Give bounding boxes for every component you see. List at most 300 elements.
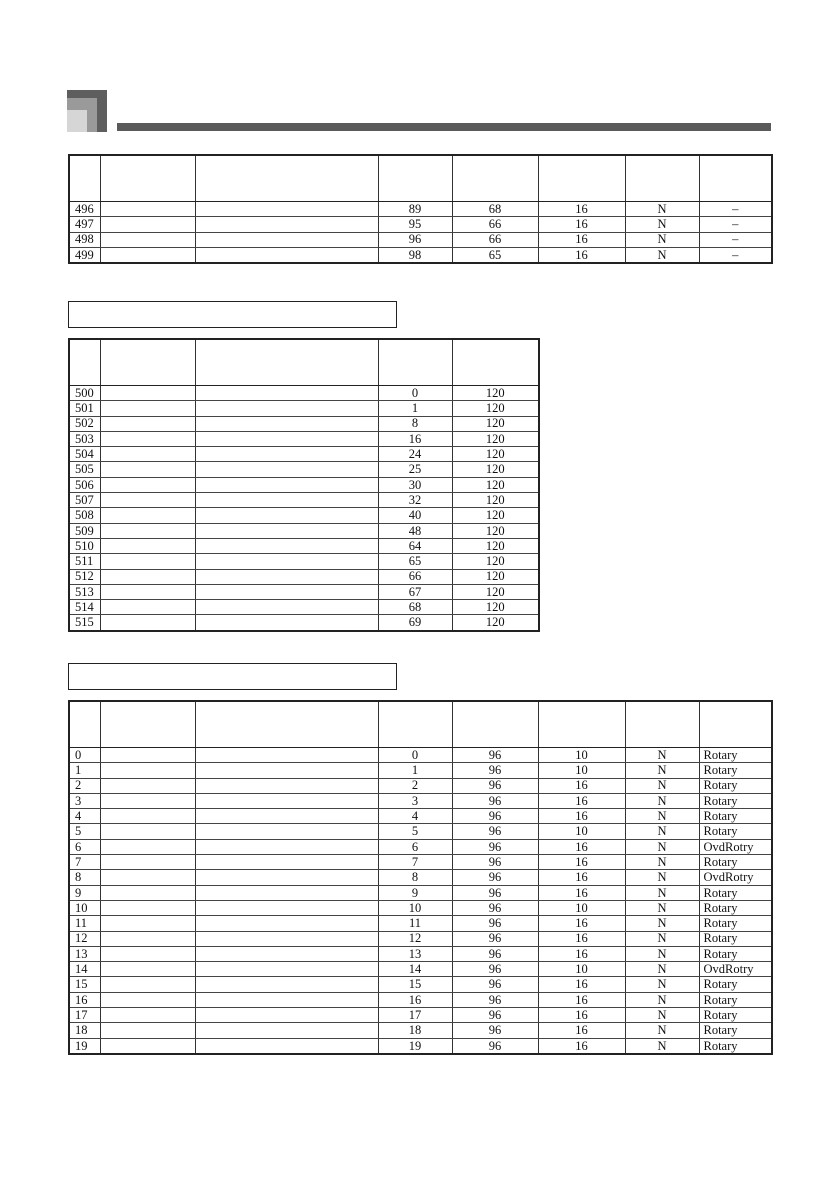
table-cell: [100, 778, 195, 793]
table-cell: 98: [378, 247, 452, 263]
table-cell: 16: [538, 870, 625, 885]
table-row: [69, 538, 539, 553]
table-cell: [195, 386, 378, 401]
table-cell: 16: [538, 916, 625, 931]
table-cell: Rotary: [699, 793, 772, 808]
table-cell: 66: [452, 217, 538, 232]
table-cell: 3: [69, 793, 100, 808]
table-cell: Rotary: [699, 885, 772, 900]
table-cell: 11: [378, 916, 452, 931]
table-cell: [100, 447, 195, 462]
table-cell: 513: [69, 584, 100, 599]
table-cell: 120: [452, 462, 539, 477]
table-row: [69, 508, 539, 523]
table-cell: 19: [69, 1038, 100, 1054]
table-cell: N: [625, 232, 699, 247]
table-cell: 16: [378, 431, 452, 446]
table-cell: 120: [452, 523, 539, 538]
table-cell: [195, 839, 378, 854]
column-header: [195, 701, 378, 748]
table-cell: 96: [452, 839, 538, 854]
table-row: [69, 615, 539, 631]
table-row: [69, 554, 539, 569]
table-header-row: [69, 339, 539, 386]
table-cell: 120: [452, 431, 539, 446]
table-cell: [195, 401, 378, 416]
table-cell: [100, 763, 195, 778]
table-cell: 96: [452, 824, 538, 839]
table-cell: N: [625, 793, 699, 808]
table-cell: 16: [538, 809, 625, 824]
table-cell: 120: [452, 416, 539, 431]
table-row: [69, 416, 539, 431]
table-cell: 120: [452, 569, 539, 584]
table-cell: 11: [69, 916, 100, 931]
table-row: [69, 247, 772, 263]
table-cell: [195, 992, 378, 1007]
table-cell: 64: [378, 538, 452, 553]
table-cell: Rotary: [699, 763, 772, 778]
table-cell: [100, 401, 195, 416]
table-cell: 18: [69, 1023, 100, 1038]
table-cell: 19: [378, 1038, 452, 1054]
table-row: [69, 202, 772, 217]
data-table-3: [68, 700, 773, 1055]
table-row: [69, 477, 539, 492]
table-cell: [100, 1008, 195, 1023]
table-cell: 14: [378, 962, 452, 977]
column-header: [538, 701, 625, 748]
table-cell: [100, 508, 195, 523]
table-cell: [195, 1008, 378, 1023]
table-cell: N: [625, 217, 699, 232]
table-cell: Rotary: [699, 992, 772, 1007]
table-cell: 67: [378, 584, 452, 599]
table-cell: [100, 477, 195, 492]
data-table-1: [68, 154, 773, 264]
table-cell: [100, 462, 195, 477]
table-cell: [195, 584, 378, 599]
table-cell: 1: [378, 401, 452, 416]
table-cell: 9: [69, 885, 100, 900]
table-cell: N: [625, 748, 699, 763]
table-cell: 95: [378, 217, 452, 232]
table-cell: 120: [452, 600, 539, 615]
table-cell: [100, 1023, 195, 1038]
table-cell: N: [625, 962, 699, 977]
table-cell: 96: [452, 962, 538, 977]
table-cell: 48: [378, 523, 452, 538]
table-row: [69, 1023, 772, 1038]
table-cell: [100, 946, 195, 961]
table-cell: 120: [452, 477, 539, 492]
table-cell: 120: [452, 538, 539, 553]
table-cell: 512: [69, 569, 100, 584]
table-row: [69, 885, 772, 900]
table-cell: [100, 569, 195, 584]
table-cell: 96: [378, 232, 452, 247]
table-cell: N: [625, 900, 699, 915]
table-cell: 16: [538, 931, 625, 946]
table-cell: [195, 977, 378, 992]
table-cell: 16: [538, 247, 625, 263]
table-cell: 503: [69, 431, 100, 446]
table-row: [69, 1038, 772, 1054]
table-cell: [195, 763, 378, 778]
table-cell: [100, 962, 195, 977]
table-cell: 10: [538, 763, 625, 778]
table-cell: [100, 748, 195, 763]
table-cell: 7: [378, 855, 452, 870]
table-cell: 96: [452, 855, 538, 870]
table-cell: 511: [69, 554, 100, 569]
table-cell: 40: [378, 508, 452, 523]
table-cell: Rotary: [699, 809, 772, 824]
table-cell: 16: [538, 1038, 625, 1054]
table-cell: OvdRotry: [699, 839, 772, 854]
table-cell: 10: [538, 824, 625, 839]
table-row: [69, 232, 772, 247]
table-cell: 1: [69, 763, 100, 778]
table-row: [69, 793, 772, 808]
table-cell: 514: [69, 600, 100, 615]
table-row: [69, 931, 772, 946]
table-cell: 6: [378, 839, 452, 854]
table-cell: Rotary: [699, 748, 772, 763]
table-cell: 25: [378, 462, 452, 477]
column-header: [69, 155, 100, 202]
column-header: [100, 701, 195, 748]
table-row: [69, 962, 772, 977]
table-cell: [195, 870, 378, 885]
table-cell: [100, 554, 195, 569]
column-header: [195, 155, 378, 202]
table-cell: [195, 931, 378, 946]
section-title-box-2: [68, 301, 397, 328]
table-cell: OvdRotry: [699, 870, 772, 885]
table-cell: 10: [378, 900, 452, 915]
table-cell: 4: [378, 809, 452, 824]
table-cell: [195, 538, 378, 553]
table-cell: 17: [69, 1008, 100, 1023]
table-cell: N: [625, 916, 699, 931]
column-header: [378, 155, 452, 202]
logo-square-light: [67, 110, 87, 132]
table-cell: [195, 748, 378, 763]
table-cell: 96: [452, 900, 538, 915]
table-cell: 510: [69, 538, 100, 553]
table-row: [69, 778, 772, 793]
table-cell: 15: [69, 977, 100, 992]
table-cell: 16: [538, 202, 625, 217]
table-cell: 3: [378, 793, 452, 808]
table-cell: Rotary: [699, 855, 772, 870]
table-cell: OvdRotry: [699, 962, 772, 977]
table-row: [69, 916, 772, 931]
column-header: [538, 155, 625, 202]
table-cell: 498: [69, 232, 100, 247]
table-cell: 10: [538, 748, 625, 763]
section-logo: [67, 90, 107, 132]
table-cell: 2: [378, 778, 452, 793]
table-cell: [195, 493, 378, 508]
column-header: [625, 155, 699, 202]
table-cell: [195, 523, 378, 538]
table-cell: 14: [69, 962, 100, 977]
table-cell: [195, 569, 378, 584]
table-cell: 4: [69, 809, 100, 824]
table-cell: 120: [452, 615, 539, 631]
table-cell: –: [699, 247, 772, 263]
table-row: [69, 523, 539, 538]
table-cell: Rotary: [699, 977, 772, 992]
table-cell: [195, 778, 378, 793]
table-header-row: [69, 155, 772, 202]
table-row: [69, 900, 772, 915]
column-header: [69, 339, 100, 386]
table-cell: [195, 232, 378, 247]
table-cell: [195, 900, 378, 915]
table-row: [69, 824, 772, 839]
table-cell: N: [625, 809, 699, 824]
table-cell: 0: [69, 748, 100, 763]
table-row: [69, 431, 539, 446]
table-cell: [100, 916, 195, 931]
table-row: [69, 569, 539, 584]
table-cell: 65: [378, 554, 452, 569]
table-cell: Rotary: [699, 1023, 772, 1038]
table-cell: 497: [69, 217, 100, 232]
table-cell: [195, 855, 378, 870]
table-cell: 7: [69, 855, 100, 870]
table-cell: 96: [452, 1038, 538, 1054]
table-row: [69, 809, 772, 824]
table-cell: [100, 431, 195, 446]
table-cell: 96: [452, 870, 538, 885]
table-cell: 18: [378, 1023, 452, 1038]
table-cell: 96: [452, 931, 538, 946]
table-cell: [100, 931, 195, 946]
table-row: [69, 493, 539, 508]
table-cell: 96: [452, 885, 538, 900]
table-cell: [100, 900, 195, 915]
table-cell: [195, 809, 378, 824]
table-row: [69, 839, 772, 854]
table-cell: 68: [378, 600, 452, 615]
table-cell: [195, 1023, 378, 1038]
table-cell: Rotary: [699, 778, 772, 793]
table-cell: [100, 839, 195, 854]
table-cell: 96: [452, 946, 538, 961]
table-header-row: [69, 701, 772, 748]
table-cell: 16: [538, 992, 625, 1007]
table-cell: [195, 247, 378, 263]
table-cell: Rotary: [699, 916, 772, 931]
table-cell: 507: [69, 493, 100, 508]
table-cell: [195, 615, 378, 631]
table-cell: 2: [69, 778, 100, 793]
table-row: [69, 763, 772, 778]
table-cell: N: [625, 992, 699, 1007]
table-cell: [195, 554, 378, 569]
table-row: [69, 977, 772, 992]
column-header: [100, 155, 195, 202]
table-cell: 16: [538, 946, 625, 961]
header-rule: [117, 123, 771, 131]
table-cell: 5: [69, 824, 100, 839]
table-row: [69, 870, 772, 885]
table-cell: 16: [69, 992, 100, 1007]
table-cell: 10: [69, 900, 100, 915]
table-cell: N: [625, 202, 699, 217]
table-cell: 32: [378, 493, 452, 508]
table-cell: [100, 202, 195, 217]
table-cell: 1: [378, 763, 452, 778]
table-cell: 69: [378, 615, 452, 631]
table-cell: 16: [538, 1008, 625, 1023]
table-cell: [100, 615, 195, 631]
table-cell: 65: [452, 247, 538, 263]
table-cell: [100, 386, 195, 401]
table-cell: Rotary: [699, 946, 772, 961]
table-cell: 500: [69, 386, 100, 401]
table-cell: [100, 977, 195, 992]
table-cell: 12: [69, 931, 100, 946]
column-header: [378, 339, 452, 386]
table-cell: [100, 870, 195, 885]
table-cell: Rotary: [699, 931, 772, 946]
table-cell: 5: [378, 824, 452, 839]
column-header: [100, 339, 195, 386]
table-cell: 16: [538, 232, 625, 247]
table-row: [69, 217, 772, 232]
table-cell: [100, 538, 195, 553]
data-table-2: [68, 338, 540, 632]
table-cell: Rotary: [699, 1038, 772, 1054]
column-header: [195, 339, 378, 386]
table-cell: 66: [378, 569, 452, 584]
table-cell: N: [625, 977, 699, 992]
table-cell: 16: [538, 793, 625, 808]
table-cell: 0: [378, 386, 452, 401]
table-row: [69, 462, 539, 477]
table-cell: 502: [69, 416, 100, 431]
table-cell: [100, 885, 195, 900]
table-cell: 8: [69, 870, 100, 885]
table-cell: 8: [378, 870, 452, 885]
column-header: [452, 701, 538, 748]
table-cell: 13: [378, 946, 452, 961]
table-cell: [195, 885, 378, 900]
table-cell: N: [625, 931, 699, 946]
table-cell: N: [625, 839, 699, 854]
table-cell: Rotary: [699, 1008, 772, 1023]
table-cell: 15: [378, 977, 452, 992]
table-cell: 8: [378, 416, 452, 431]
table-cell: 30: [378, 477, 452, 492]
table-cell: 9: [378, 885, 452, 900]
table-cell: 96: [452, 992, 538, 1007]
table-cell: 68: [452, 202, 538, 217]
table-cell: 504: [69, 447, 100, 462]
table-row: [69, 1008, 772, 1023]
table-cell: N: [625, 778, 699, 793]
table-row: [69, 401, 539, 416]
table-cell: 120: [452, 554, 539, 569]
table-cell: 17: [378, 1008, 452, 1023]
column-header: [699, 701, 772, 748]
table-row: [69, 946, 772, 961]
table-cell: [195, 508, 378, 523]
table-cell: N: [625, 824, 699, 839]
table-cell: 24: [378, 447, 452, 462]
table-cell: 89: [378, 202, 452, 217]
table-cell: 120: [452, 493, 539, 508]
table-cell: [195, 217, 378, 232]
table-row: [69, 748, 772, 763]
table-cell: 96: [452, 916, 538, 931]
table-cell: N: [625, 247, 699, 263]
table-cell: 16: [538, 855, 625, 870]
table-cell: [100, 600, 195, 615]
table-cell: [195, 1038, 378, 1054]
table-cell: N: [625, 763, 699, 778]
table-cell: [100, 824, 195, 839]
table-cell: 96: [452, 809, 538, 824]
table-row: [69, 386, 539, 401]
column-header: [69, 701, 100, 748]
table-cell: [100, 493, 195, 508]
table-cell: [100, 793, 195, 808]
table-cell: 505: [69, 462, 100, 477]
table-cell: 120: [452, 386, 539, 401]
table-cell: [100, 217, 195, 232]
table-cell: 10: [538, 900, 625, 915]
table-cell: [195, 600, 378, 615]
table-cell: N: [625, 870, 699, 885]
table-cell: 120: [452, 584, 539, 599]
table-cell: [100, 416, 195, 431]
table-cell: 120: [452, 401, 539, 416]
table-cell: 16: [538, 1023, 625, 1038]
table-cell: [100, 809, 195, 824]
column-header: [625, 701, 699, 748]
table-cell: 120: [452, 447, 539, 462]
table-cell: 509: [69, 523, 100, 538]
table-cell: [195, 431, 378, 446]
table-cell: 508: [69, 508, 100, 523]
table-row: [69, 584, 539, 599]
table-cell: N: [625, 1008, 699, 1023]
table-cell: 66: [452, 232, 538, 247]
table-cell: –: [699, 202, 772, 217]
column-header: [378, 701, 452, 748]
table-cell: 96: [452, 763, 538, 778]
table-cell: –: [699, 217, 772, 232]
table-cell: –: [699, 232, 772, 247]
table-cell: [195, 202, 378, 217]
table-cell: N: [625, 885, 699, 900]
table-cell: 96: [452, 977, 538, 992]
table-cell: 96: [452, 748, 538, 763]
table-cell: 0: [378, 748, 452, 763]
table-cell: [195, 416, 378, 431]
table-cell: 16: [378, 992, 452, 1007]
table-cell: 10: [538, 962, 625, 977]
column-header: [452, 339, 539, 386]
table-cell: N: [625, 855, 699, 870]
table-cell: 16: [538, 217, 625, 232]
